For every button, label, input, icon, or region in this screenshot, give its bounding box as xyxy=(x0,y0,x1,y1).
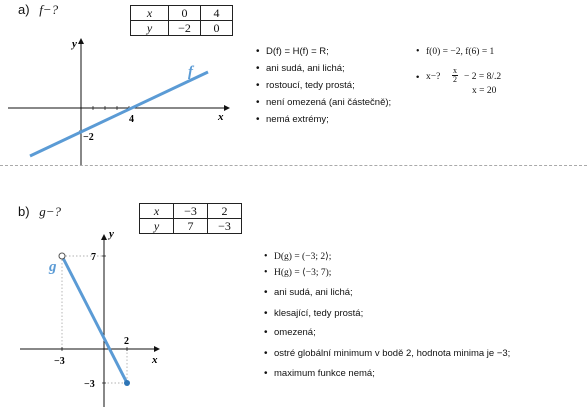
tick-label-7: 7 xyxy=(91,252,96,263)
part-b-properties xyxy=(264,250,510,385)
fraction-denominator: 2 xyxy=(453,75,457,84)
y-axis-arrow-icon xyxy=(101,234,107,240)
part-a-label: a) xyxy=(18,2,30,17)
y-axis-label: y xyxy=(109,228,114,240)
function-f-label: f xyxy=(188,64,193,80)
tick-label-minus3-y: −3 xyxy=(84,379,95,390)
part-a-graph xyxy=(0,0,240,165)
list-item: • omezená; xyxy=(264,326,510,347)
list-item: • nemá extrémy; xyxy=(256,113,391,130)
solve-prefix: x−? xyxy=(426,72,441,82)
fraction-numerator: x xyxy=(453,66,457,75)
part-b-question: g−? xyxy=(39,204,61,219)
list-item: • D(f) = H(f) = R; xyxy=(256,45,391,62)
solve-fraction xyxy=(452,67,458,84)
list-item: • není omezená (ani částečně); xyxy=(256,96,391,113)
part-b-graph xyxy=(0,220,200,409)
list-item: • ani sudá, ani lichá; xyxy=(264,286,510,307)
table-row xyxy=(140,204,242,219)
list-item: • ostré globální minimum v bodě 2, hodnota minima je −3; xyxy=(264,347,510,367)
table-cell: y xyxy=(140,219,174,234)
list-item: • D(g) = (−3; 2⟩; xyxy=(264,250,510,266)
table-cell: 4 xyxy=(201,6,233,21)
part-b-heading xyxy=(18,204,61,220)
table-cell: 7 xyxy=(174,219,208,234)
table-cell: −2 xyxy=(169,21,201,36)
function-f-line xyxy=(30,72,208,156)
part-a-question: f−? xyxy=(39,2,59,17)
solve-rest: − 2 = 8/.2 xyxy=(464,72,502,82)
values-line: • f(0) = −2, f(6) = 1 xyxy=(416,45,494,62)
table-cell: 2 xyxy=(208,204,242,219)
x-axis-label: x xyxy=(152,354,158,366)
table-cell: y xyxy=(131,21,169,36)
part-a-values xyxy=(416,45,494,62)
x-axis-label: x xyxy=(218,111,224,123)
table-cell: x xyxy=(131,6,169,21)
list-item: • rostoucí, tedy prostá; xyxy=(256,79,391,96)
closed-endpoint xyxy=(124,380,130,386)
list-item: • H(g) = ⟨−3; 7); xyxy=(264,266,510,286)
table-cell: −3 xyxy=(208,219,242,234)
tick-label-minus3-x: −3 xyxy=(54,356,65,367)
table-cell: 0 xyxy=(201,21,233,36)
table-cell: x xyxy=(140,204,174,219)
table-cell: −3 xyxy=(174,204,208,219)
y-axis-label: y xyxy=(72,38,77,50)
section-divider xyxy=(0,165,587,166)
table-cell: 0 xyxy=(169,6,201,21)
list-item: • maximum funkce nemá; xyxy=(264,367,510,385)
function-g-label: g xyxy=(49,259,57,275)
part-b-label: b) xyxy=(18,204,30,219)
tick-label-minus2: −2 xyxy=(83,132,94,143)
tick-label-4: 4 xyxy=(129,114,134,125)
solve-result: x = 20 xyxy=(472,86,497,96)
tick-label-2: 2 xyxy=(124,336,129,347)
x-axis-arrow-icon xyxy=(224,105,230,111)
open-endpoint xyxy=(59,253,65,259)
function-g-line xyxy=(62,256,127,383)
part-a-properties xyxy=(256,45,391,130)
list-item: • ani sudá, ani lichá; xyxy=(256,62,391,79)
y-axis-arrow-icon xyxy=(78,38,84,44)
list-item: • klesající, tedy prostá; xyxy=(264,307,510,326)
x-axis-arrow-icon xyxy=(154,346,160,352)
